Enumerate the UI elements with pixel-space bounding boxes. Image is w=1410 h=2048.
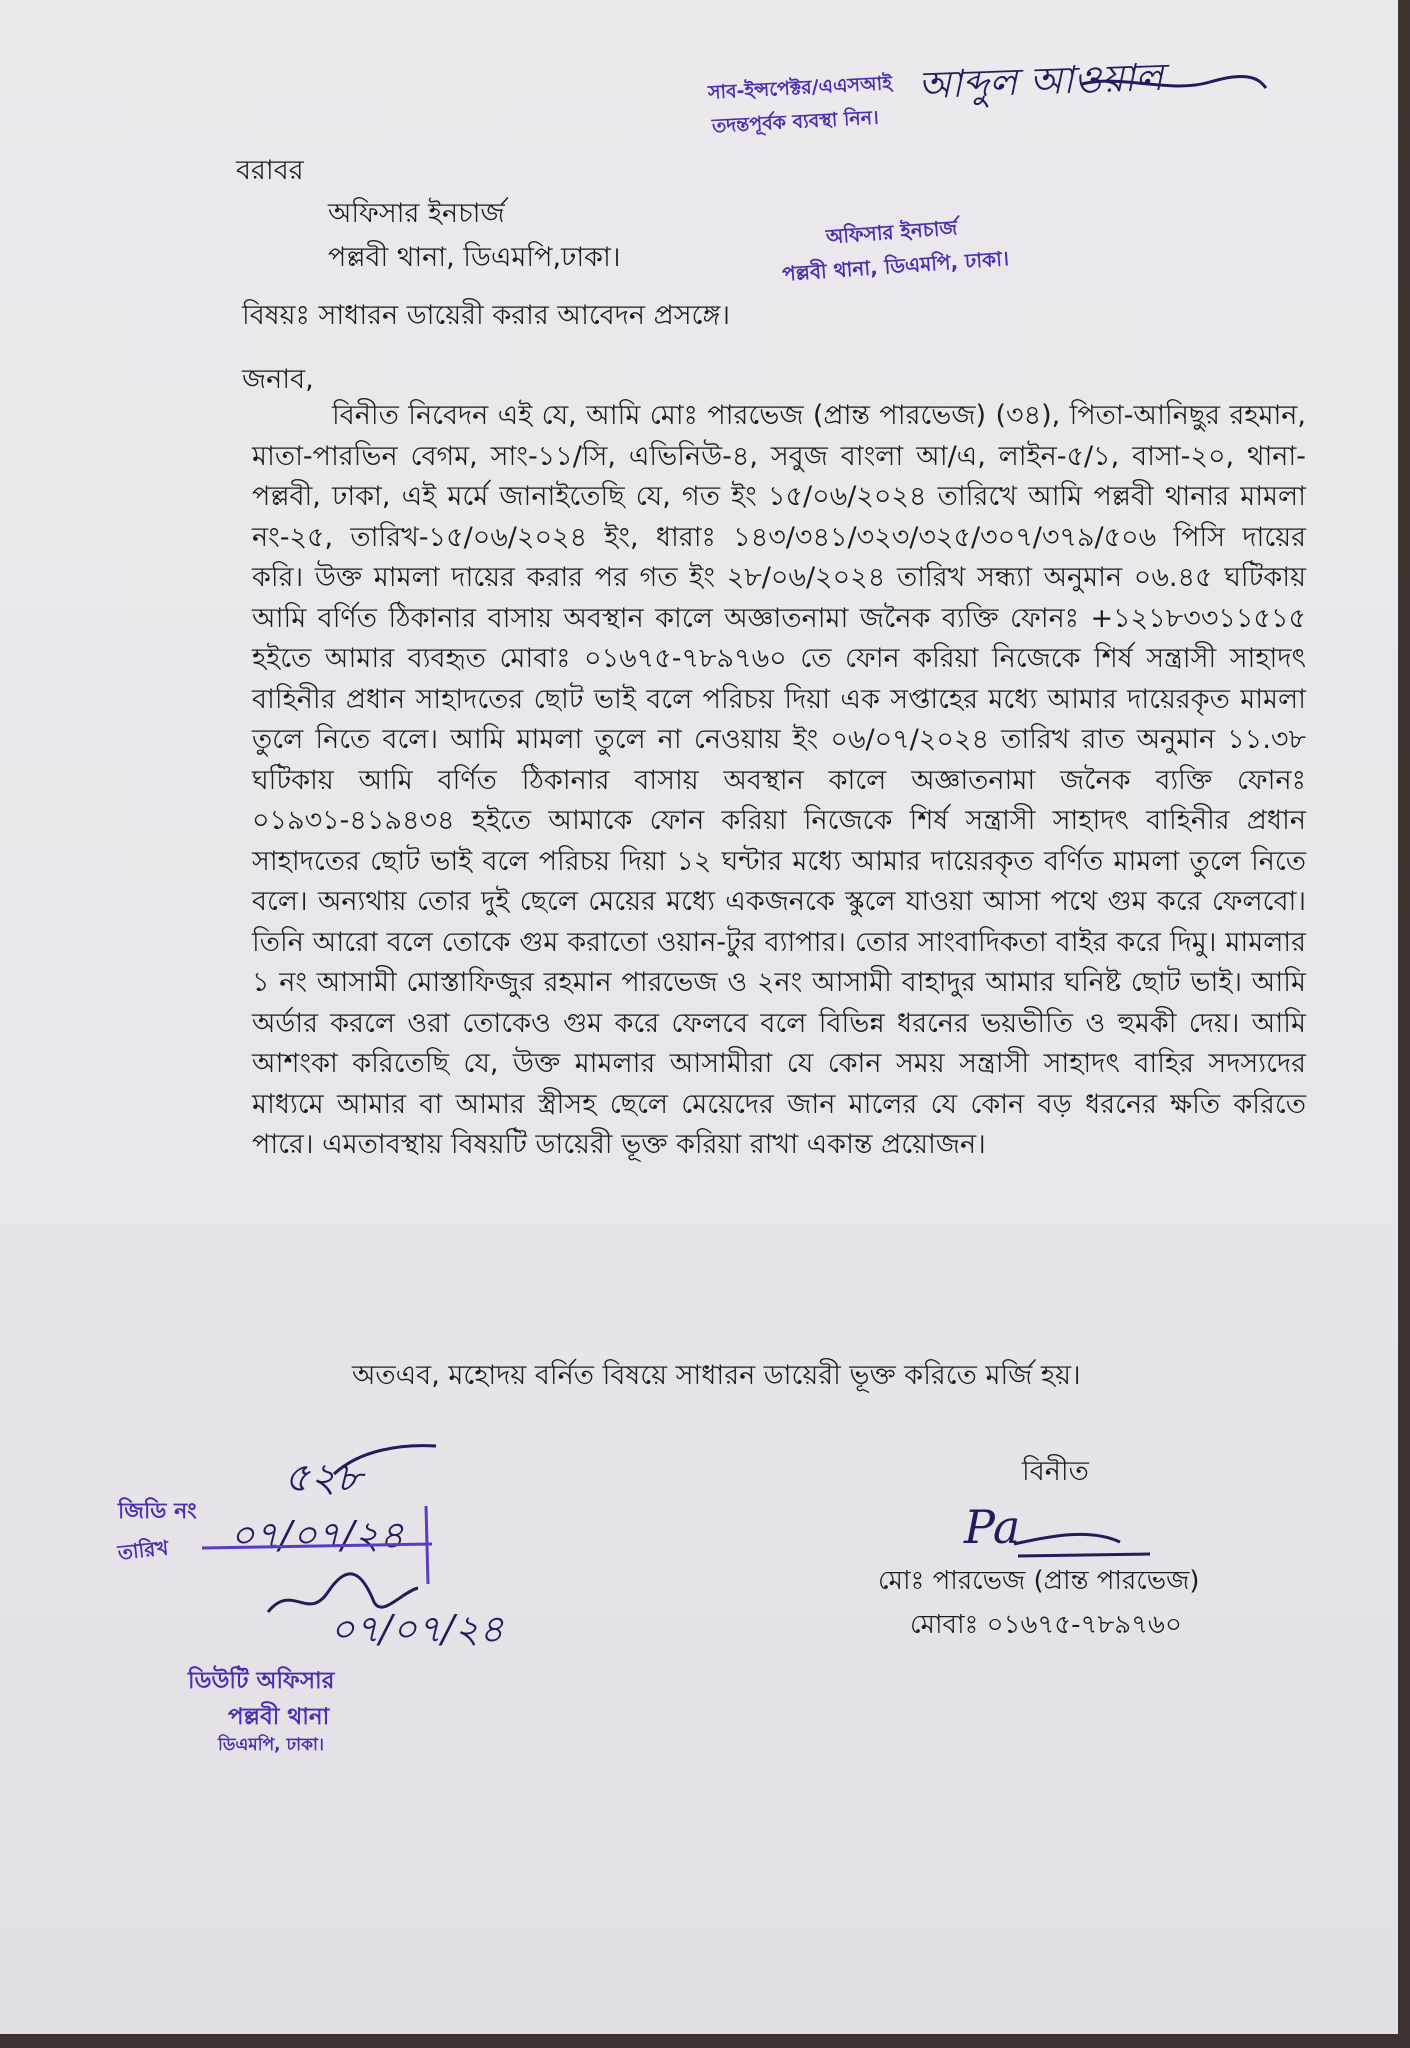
gd-number-stroke [330, 1440, 440, 1480]
stamp-endorsement-line1: সাব-ইন্সপেক্টর/এএসআই [707, 72, 893, 104]
stamp-oc-line1: অফিসার ইনচার্জ [825, 215, 958, 249]
gd-number-handwritten: ৫২৮ [284, 1455, 362, 1501]
stamp-endorsement-line2: তদন্তপূর্বক ব্যবস্থা নিন। [711, 106, 880, 138]
salutation: বরাবর [236, 155, 304, 186]
duty-officer-dmp: ডিএমপি, ঢাকা। [218, 1735, 324, 1755]
addressee-officer: অফিসার ইনচার্জ [328, 198, 505, 229]
closing-line: অতএব, মহোদয় বর্নিত বিষয়ে সাধারন ডায়েরী ভূক্ত করিতে মর্জি হয়। [352, 1360, 1081, 1391]
duty-officer-title: ডিউটি অফিসার [188, 1668, 335, 1694]
stamp-oc-line2: পল্লবী থানা, ডিএমপি, ঢাকা। [781, 246, 1010, 286]
gd-label: জিডি নং [118, 1499, 197, 1524]
applicant-signature: Pa [964, 1500, 1021, 1554]
gd-date-label: তারিখ [116, 1535, 170, 1565]
duty-officer-sign-date: ০৭/০৭/২৪ [330, 1607, 504, 1651]
greeting: জনাব, [242, 364, 314, 395]
applicant-name: মোঃ পারভেজ (প্রান্ত পারভেজ) [878, 1566, 1200, 1596]
subject-line: বিষয়ঃ সাধারন ডায়েরী করার আবেদন প্রসঙ্গে। [242, 300, 730, 331]
applicant-mobile: মোবাঃ ০১৬৭৫-৭৮৯৭৬০ [910, 1610, 1182, 1640]
oc-signature: আব্দুল আওয়াল [917, 54, 1165, 108]
signoff-vinito: বিনীত [1022, 1456, 1089, 1487]
addressee-station: পল্লবী থানা, ডিএমপি,ঢাকা। [328, 242, 621, 273]
gd-date-value: ০৭/০৭/২৪ [230, 1513, 404, 1557]
applicant-signature-stroke [1010, 1518, 1160, 1562]
body-paragraph: বিনীত নিবেদন এই যে, আমি মোঃ পারভেজ (প্রান্ত পারভেজ) (৩৪), পিতা-আনিছুর রহমান, মাতা-পারভিন বেগম, সাং-১১/সি, এভিনিউ-৪, সবুজ বাংলা আ/এ, লাইন-৫/১, বাসা-২০, থানা-পল্লবী, ঢাকা, এই মর্মে জানাইতেছি যে, গত ইং ১৫/০৬/২০২৪ তারিখে আমি পল্লবী থানার মামলা নং-২৫, তারিখ-১৫/০৬/২০২৪ ইং, ধারাঃ ১৪৩/৩৪১/৩২৩/৩২৫/৩০৭/৩৭৯/৫০৬ পিসি দায়ের করি। উক্ত মামলা দায়ের করার পর গত ইং ২৮/০৬/২০২৪ তারিখ সন্ধ্যা অনুমান ০৬.৪৫ ঘটিকায় আমি বর্ণিত ঠিকানার বাসায় অবস্থান কালে অজ্ঞাতনামা জনৈক ব্যক্তি ফোনঃ +১২১৮৩৩১১৫১৫ হইতে আমার ব্যবহৃত মোবাঃ ০১৬৭৫-৭৮৯৭৬০ তে ফোন করিয়া নিজেকে শির্ষ সন্ত্রাসী সাহাদৎ বাহিনীর প্রধান সাহাদতের ছোট ভাই বলে পরিচয় দিয়া এক সপ্তাহের মধ্যে আমার দায়েরকৃত মামলা তুলে নিতে বলে। আমি মামলা তুলে না নেওয়ায় ইং ০৬/০৭/২০২৪ তারিখ রাত অনুমান ১১.৩৮ ঘটিকায় আমি বর্ণিত ঠিকানার বাসায় অবস্থান কালে অজ্ঞাতনামা জনৈক ব্যক্তি ফোনঃ ০১৯৩১-৪১৯৪৩৪ হইতে আমাকে ফোন করিয়া নিজেকে শির্ষ সন্ত্রাসী সাহাদৎ বাহিনীর প্রধান সাহাদতের ছোট ভাই বলে পরিচয় দিয়া ১২ ঘন্টার মধ্যে আমার দায়েরকৃত বর্ণিত মামলা তুলে নিতে বলে। অন্যথায় তোর দুই ছেলে মেয়ের মধ্যে একজনকে স্কুলে যাওয়া আসা পথে গুম করে ফেলবো। তিনি আরো বলে তোকে গুম করাতো ওয়ান-টুর ব্যাপার। তোর সাংবাদিকতা বাইর করে দিমু। মামলার ১ নং আসামী মোস্তাফিজুর রহমান পারভেজ ও ২নং আসামী বাহাদুর আমার ঘনিষ্ট ছোট ভাই। আমি অর্ডার করলে ওরা তোকেও গুম করে ফেলবে বলে বিভিন্ন ধরনের ভয়ভীতি ও হুমকী দেয়। আমি আশংকা করিতেছি যে, উক্ত মামলার আসামীরা যে কোন সময় সন্ত্রাসী সাহাদৎ বাহির সদস্যদের মাধ্যমে আমার বা আমার স্ত্রীসহ ছেলে মেয়েদের জান মালের যে কোন বড় ধরনের ক্ষতি করিতে পারে। এমতাবস্থায় বিষয়টি ডায়েরী ভূক্ত করিয়া রাখা একান্ত প্রয়োজন। [252, 400, 1306, 1160]
duty-officer-thana: পল্লবী থানা [228, 1704, 330, 1730]
oc-signature-stroke [1080, 70, 1270, 100]
